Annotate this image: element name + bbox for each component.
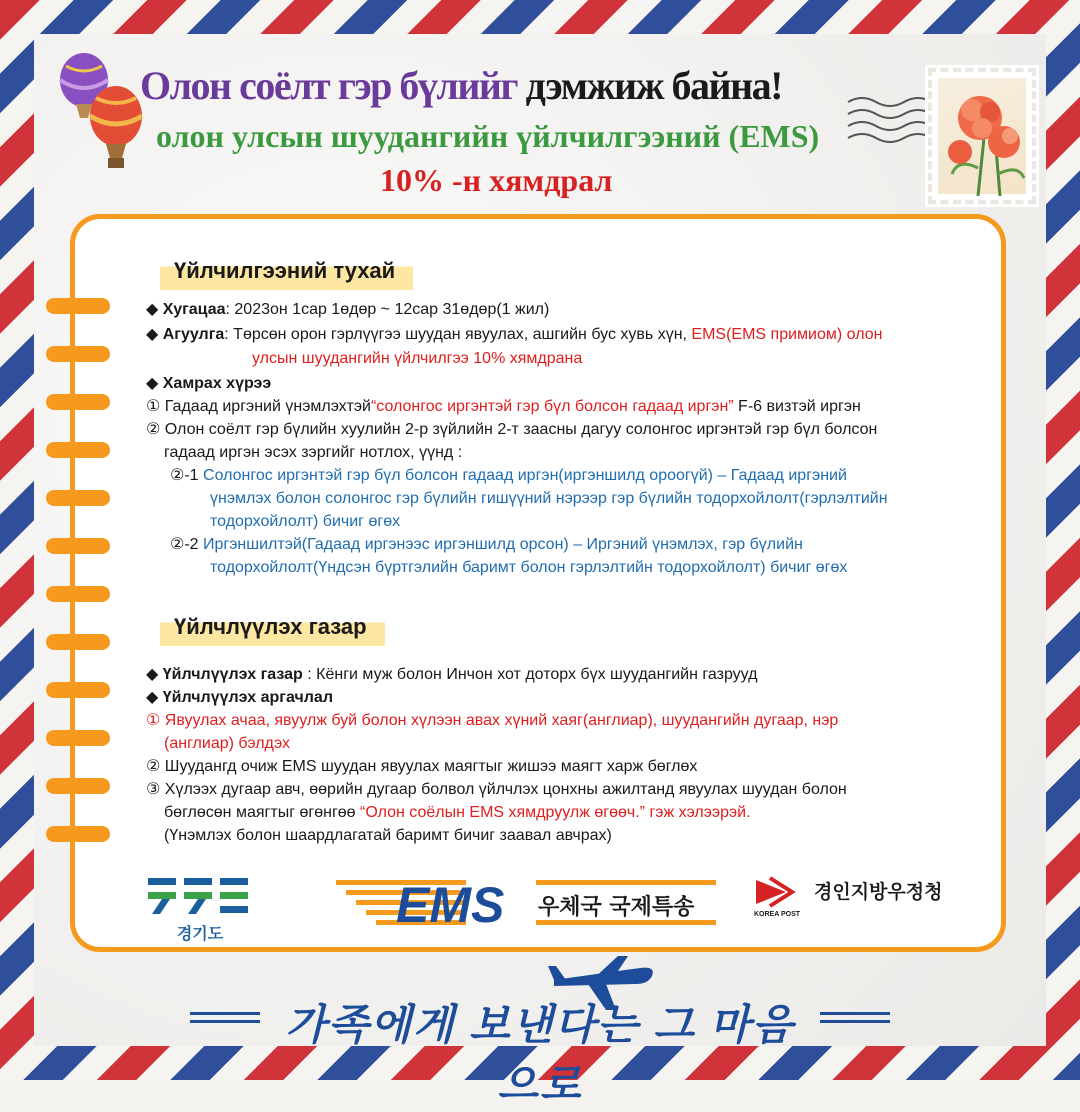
korea-post-small-text: KOREA POST [754, 911, 801, 918]
duration-line: ◆ Хугацаа: 2023он 1сар 1өдөр ~ 12сар 31өдөр(1 жил) [146, 301, 550, 318]
content-line: ◆ Агуулга: Төрсөн орон гэрлүүгээ шуудан явуулах, ашгийн бус хувь хүн, EMS(EMS примиом) олон [146, 326, 883, 343]
scope-item-2-1-cont2: тодорхойлолт) бичиг өгөх [210, 513, 401, 530]
step-3-cont: бөглөсөн маягтыг өгөнгөө “Олон соёлын EMS хямдруулж өгөөч.” гэж хэлээрэй. [164, 804, 751, 821]
step-1-cont: (англиар) бэлдэх [164, 735, 291, 752]
subtitle: олон улсын шуудангийн үйлчилгээний (EMS) [156, 118, 820, 154]
scope-item-2-1-cont: үнэмлэх болон солонгос гэр бүлийн гишүүний нэрээр гэр бүлийн тодорхойлолт(гэрлэлтийн [210, 490, 888, 507]
ems-logo [336, 874, 716, 934]
place-value: : Кёнги муж болон Инчон хот доторх бүх шуудангийн газрууд [302, 666, 758, 683]
section-heading-service: Үйлчилгээний тухай [160, 254, 413, 290]
ems-korean-text: 우체국 국제특송 [538, 895, 695, 920]
step-1: ① Явуулах ачаа, явуулж буй болон хүлээн авах хүний хаяг(англиар), шуудангийн дугаар, нэр [146, 712, 839, 729]
scope-label: Хамрах хүрээ [162, 375, 272, 392]
binder-ring [46, 826, 110, 842]
korea-post-logo [752, 872, 992, 922]
binder-ring [46, 394, 110, 410]
step-3: ③ Хүлээх дугаар авч, өөрийн дугаар болвол үйлчлэх цонхны ажилтанд явуулах шуудан болон [146, 781, 847, 798]
place-line: ◆ Үйлчлүүлэх газар : Кёнги муж болон Инчон хот доторх бүх шуудангийн газрууд [146, 666, 758, 683]
binder-ring [46, 730, 110, 746]
place-label: Үйлчлүүлэх газар [162, 666, 303, 683]
title-highlight: Олон соёлт гэр бүлийг [140, 63, 518, 108]
scope-item-2-2-cont: тодорхойлолт(Үндсэн бүртгэлийн баримт болон гэрлэлтийн тодорхойлолт) бичиг өгөх [210, 559, 848, 576]
korea-post-name: 경인지방우정청 [814, 881, 943, 903]
scope-item-2-cont: гадаад иргэн эсэх зэргийг нотлох, үүнд : [164, 444, 463, 461]
scope-item-2-2: ②-2 Иргэншилтэй(Гадаад иргэнээс иргэншилд орсон) – Иргэний үнэмлэх, гэр бүлийн [170, 536, 803, 553]
step-2: ② Шуудангд очиж EMS шуудан явуулах маягтыг жишээ маягт харж бөглөх [146, 758, 698, 775]
method-label: Үйлчлүүлэх аргачлал [162, 689, 333, 706]
binder-ring [46, 442, 110, 458]
content-value-highlight: EMS(EMS примиом) олон [691, 326, 883, 343]
slogan-text: 가족에게 보낸다는 그 마음으로 [285, 1001, 795, 1108]
step-3-note: (Үнэмлэх болон шаардлагатай баримт бичиг заавал авчрах) [164, 827, 612, 844]
scope-item-1-highlight: “солонгос иргэнтэй гэр бүл болсон гадаад иргэн” [370, 398, 734, 415]
scope-line: ◆ Хамрах хүрээ [146, 375, 272, 392]
title-rest: дэмжиж байна! [525, 63, 782, 108]
gyeonggi-mark-icon [148, 878, 252, 914]
postage-stamp [928, 68, 1036, 204]
binder-ring [46, 586, 110, 602]
binder-ring [46, 298, 110, 314]
duration-label: Хугацаа [162, 301, 226, 318]
binder-ring [46, 778, 110, 794]
content-value-highlight-2: улсын шуудангийн үйлчилгээ 10% хямдрана [252, 350, 583, 367]
scope-item-2: ② Олон соёлт гэр бүлийн хуулийн 2-р зүйлийн 2-т заасны дагуу солонгос иргэнтэй гэр бүл болсон [146, 421, 878, 438]
gyeonggi-label: 경기도 [176, 926, 224, 943]
scope-item-2-1: ②-1 Солонгос иргэнтэй гэр бүл болсон гадаад иргэн(иргэншилд ороогүй) – Гадаад иргэний [170, 467, 847, 484]
airplane-icon [548, 954, 658, 1014]
gyeonggi-logo [148, 878, 252, 944]
step-3-highlight: “Олон соёлын EMS хямдруулж өгөөч.” гэж хэлээрэй. [360, 804, 751, 821]
hot-air-balloon-icon [50, 46, 150, 176]
method-line: ◆ Үйлчлүүлэх аргачлал [146, 689, 333, 706]
binder-ring [46, 538, 110, 554]
duration-value: : 2023он 1сар 1өдөр ~ 12сар 31өдөр(1 жил) [225, 301, 550, 318]
slogan-banner [190, 992, 890, 1108]
carnation-flower-icon [938, 78, 1030, 198]
discount-title: 10% -н хямдрал [380, 162, 613, 198]
binder-ring [46, 634, 110, 650]
content-label: Агуулга [162, 326, 225, 343]
binder-ring [46, 490, 110, 506]
scope-item-1: ① Гадаад иргэний үнэмлэхтэй“солонгос иргэнтэй гэр бүл болсон гадаад иргэн” F-6 визтэй иргэн [146, 398, 861, 415]
ems-text: EMS [396, 877, 505, 933]
content-value: : Төрсөн орон гэрлүүгээ шуудан явуулах, ашгийн бус хувь хүн, [224, 326, 692, 343]
binder-ring [46, 682, 110, 698]
binder-ring [46, 346, 110, 362]
section-heading-location: Үйлчлүүлэх газар [160, 610, 385, 646]
main-title [140, 62, 900, 109]
